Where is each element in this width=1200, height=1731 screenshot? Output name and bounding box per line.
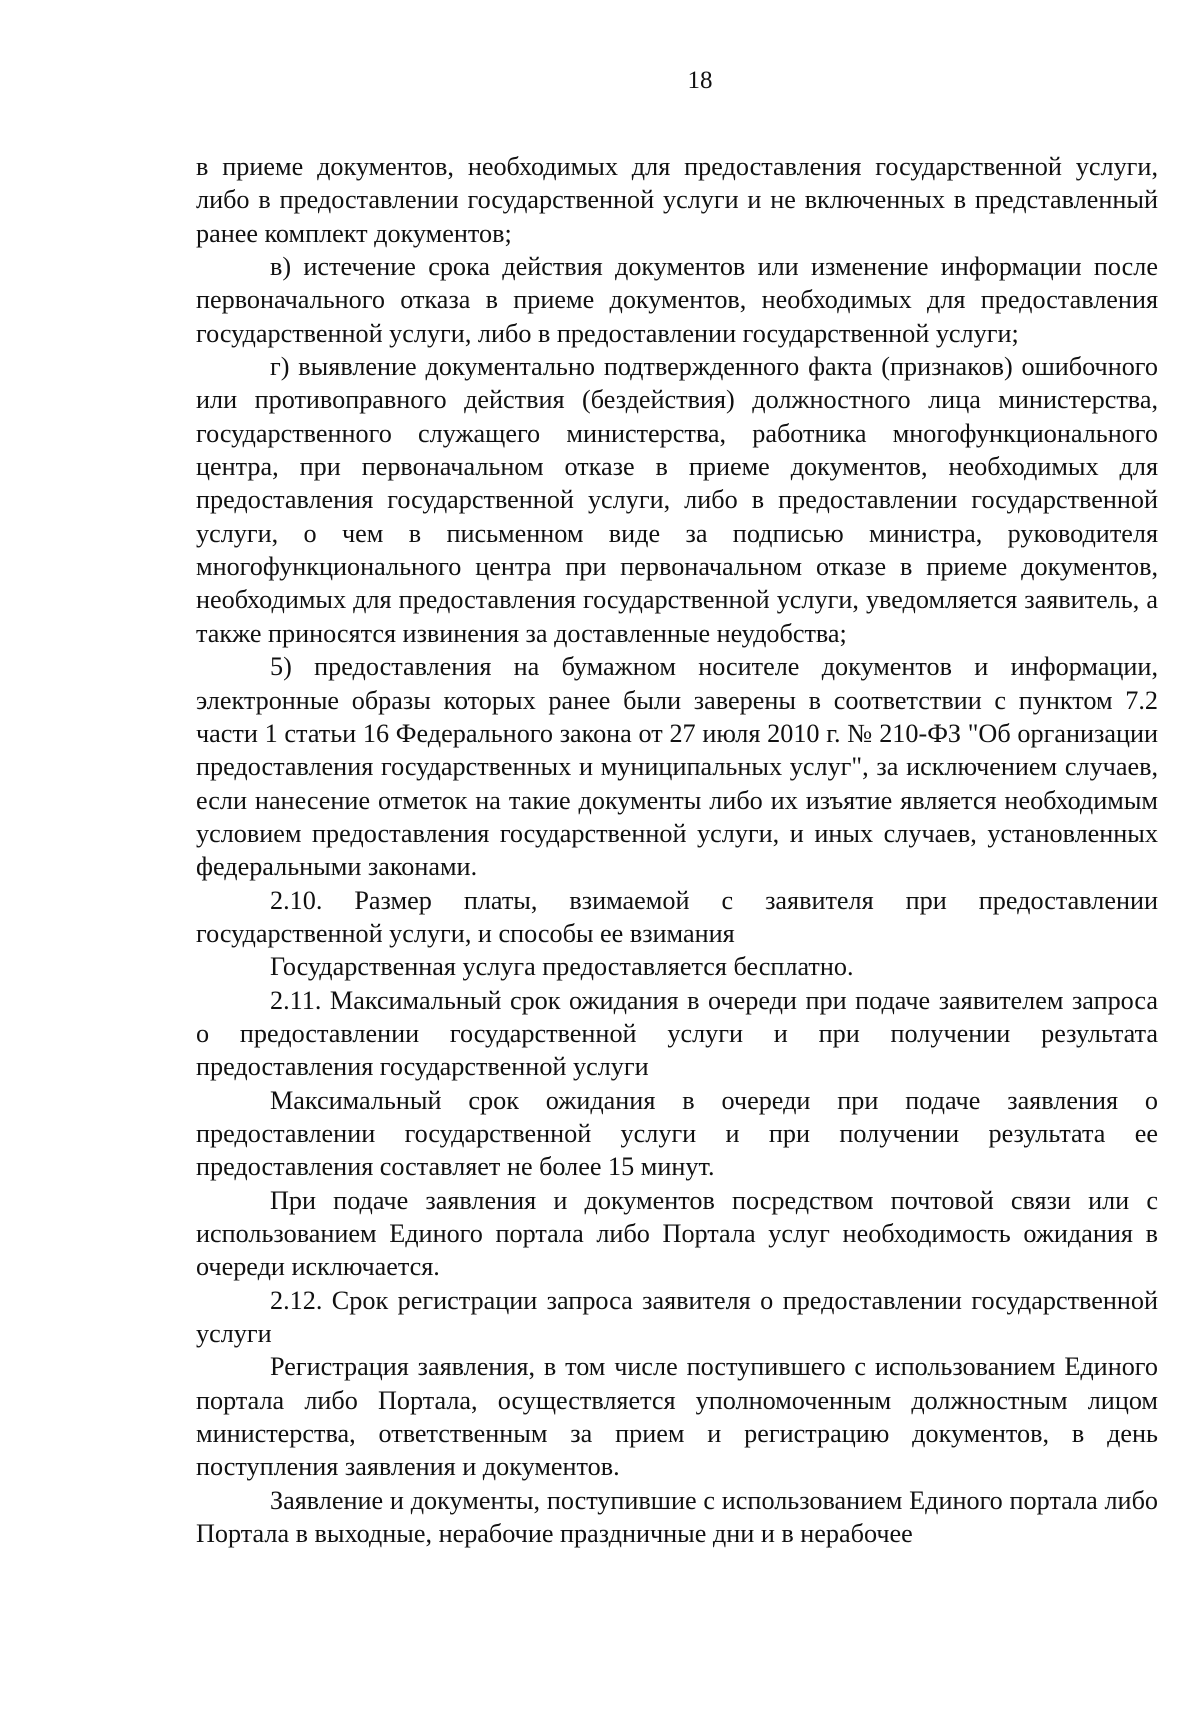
paragraph-continuation: в приеме документов, необходимых для предоставления государственной услуги, либо в предоставлении государственной услуги и не включенных в представленный ранее комплект документов;: [196, 152, 1158, 248]
section-heading-2-12: 2.12. Срок регистрации запроса заявителя о предоставлении государственной услуги: [196, 1285, 1158, 1349]
paragraph-item-g: г) выявление документально подтвержденного факта (признаков) ошибочного или противоправного действия (бездействия) должностного лица министерства, государственного служащего министерства, работника многофункционального центра, при первоначальном отказе в приеме документов, необходимых для предоставления государственной услуги, либо в предоставлении государственной услуги, о чем в письменном виде за подписью министра, руководителя многофункционального центра при первоначальном отказе в приеме документов, необходимых для предоставления государственной услуги, уведомляется заявитель, а также приносятся извинения за доставленные неудобства;: [196, 352, 1158, 648]
page-number: 18: [687, 67, 713, 94]
paragraph-registration: Регистрация заявления, в том числе поступившего с использованием Единого портала либо Портала, осуществляется уполномоченным должностным лицом министерства, ответственным за прием и регистрацию документов, в день поступления заявления и документов.: [196, 1352, 1158, 1482]
paragraph-max-wait: Максимальный срок ожидания в очереди при подаче заявления о предоставлении государственной услуги и при получении результата ее предоставления составляет не более 15 минут.: [196, 1085, 1158, 1182]
section-heading-2-11: 2.11. Максимальный срок ожидания в очереди при подаче заявителем запроса о предоставлении государственной услуги и при получении результата предоставления государственной услуги: [196, 985, 1158, 1082]
paragraph-free-service: Государственная услуга предоставляется бесплатно.: [270, 952, 854, 982]
paragraph-weekend-submission: Заявление и документы, поступившие с использованием Единого портала либо Портала в выходные, нерабочие праздничные дни и в нерабочее: [196, 1485, 1158, 1549]
paragraph-item-5: 5) предоставления на бумажном носителе документов и информации, электронные образы которых ранее были заверены в соответствии с пунктом 7.2 части 1 статьи 16 Федерального закона от 27 июля 2010 г. № 210-ФЗ "Об организации предоставления государственных и муниципальных услуг", за исключением случаев, если нанесение отметок на такие документы либо их изъятие является необходимым условием предоставления государственной услуги, и иных случаев, установленных федеральными законами.: [196, 652, 1158, 882]
paragraph-no-queue: При подаче заявления и документов посредством почтовой связи или с использованием Единого портала либо Портала услуг необходимость ожидания в очереди исключается.: [196, 1185, 1158, 1282]
paragraph-item-v: в) истечение срока действия документов или изменение информации после первоначального отказа в приеме документов, необходимых для предоставления государственной услуги, либо в предоставлении государственной услуги;: [196, 252, 1158, 348]
document-body: [196, 150, 1158, 1550]
section-heading-2-10: 2.10. Размер платы, взимаемой с заявителя при предоставлении государственной услуги, и способы ее взимания: [196, 885, 1158, 948]
